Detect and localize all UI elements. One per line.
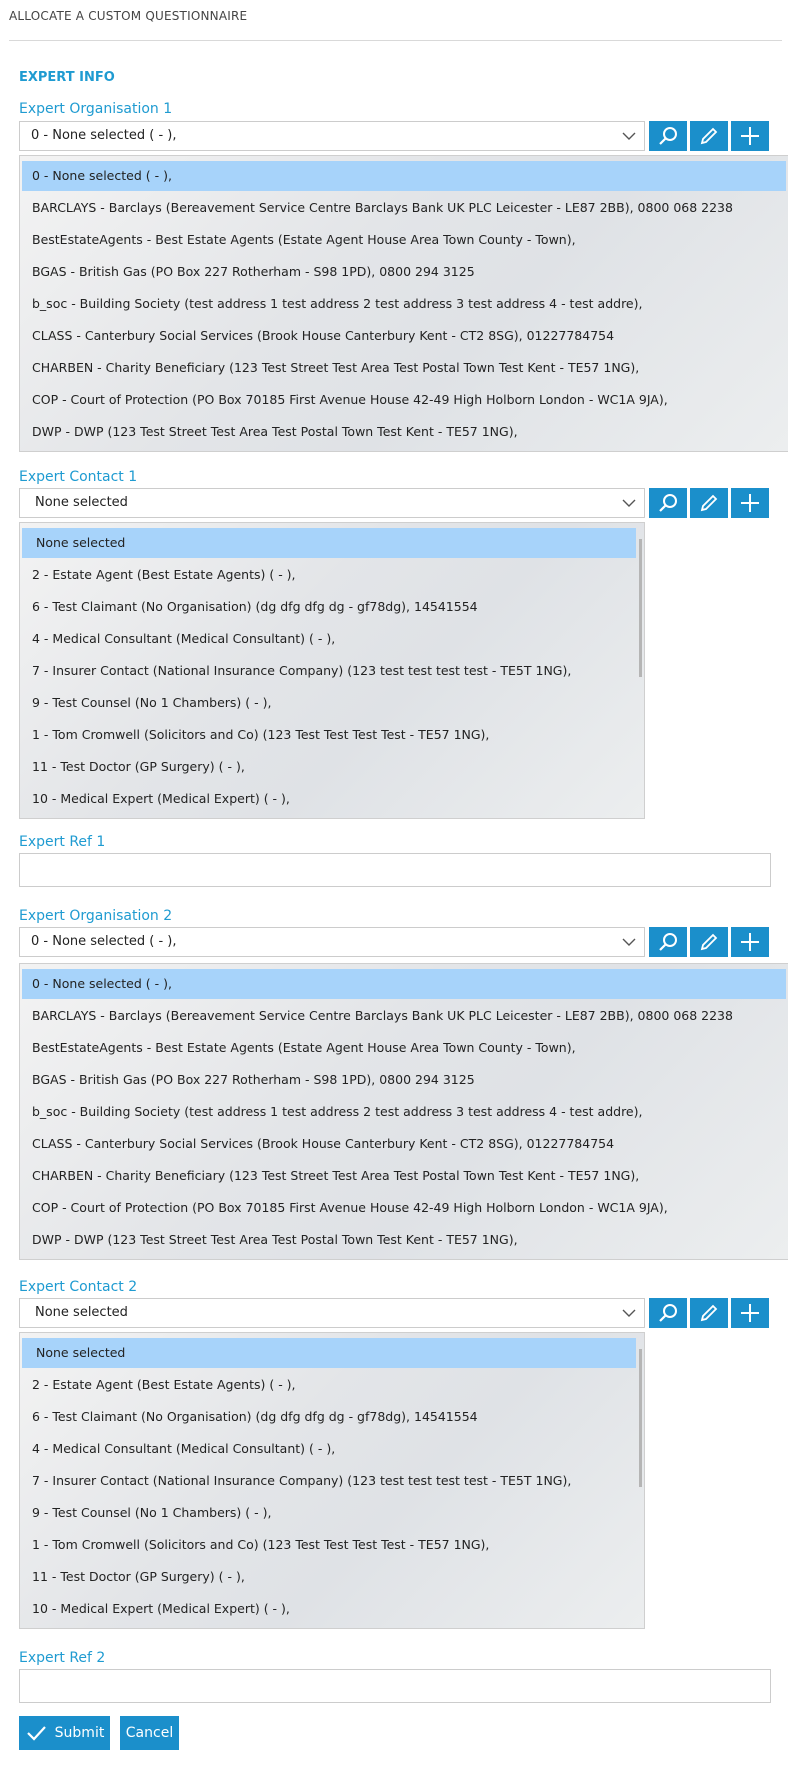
contact2-selected-value: None selected — [35, 1305, 128, 1320]
chevron-down-icon — [622, 129, 636, 143]
check-icon — [25, 1722, 47, 1744]
pencil-icon — [698, 1302, 720, 1324]
list-item[interactable]: 0 - None selected ( - ), — [22, 161, 786, 191]
contact2-edit-button[interactable] — [690, 1298, 728, 1328]
list-item[interactable]: BestEstateAgents - Best Estate Agents (Estate Agent House Area Town County - Town), — [32, 1040, 576, 1055]
cancel-button[interactable] — [120, 1716, 179, 1750]
list-item[interactable]: CLASS - Canterbury Social Services (Brook House Canterbury Kent - CT2 8SG), 01227784754 — [32, 328, 615, 343]
list-item[interactable]: CLASS - Canterbury Social Services (Brook House Canterbury Kent - CT2 8SG), 01227784754 — [32, 1136, 615, 1151]
list-item[interactable]: CHARBEN - Charity Beneficiary (123 Test Street Test Area Test Postal Town Test Kent - TE57 1NG), — [32, 1168, 640, 1183]
list-item[interactable]: None selected — [22, 528, 636, 558]
contact1-edit-button[interactable] — [690, 488, 728, 518]
list-item[interactable]: 11 - Test Doctor (GP Surgery) ( - ), — [32, 1569, 245, 1584]
list-item[interactable]: b_soc - Building Society (test address 1 test address 2 test address 3 test address 4 - test addre), — [32, 1104, 643, 1119]
list-item[interactable]: 1 - Tom Cromwell (Solicitors and Co) (123 Test Test Test Test - TE57 1NG), — [32, 1537, 490, 1552]
contact1-add-button[interactable] — [731, 488, 769, 518]
contact2-listbox[interactable] — [19, 1332, 645, 1629]
contact1-selected-value: None selected — [35, 495, 128, 510]
list-item[interactable]: DWP - DWP (123 Test Street Test Area Test Postal Town Test Kent - TE57 1NG), — [32, 1232, 518, 1247]
submit-label: Submit — [54, 1725, 105, 1741]
plus-icon — [739, 492, 761, 514]
list-item[interactable]: BARCLAYS - Barclays (Bereavement Service Centre Barclays Bank UK PLC Leicester - LE87 2BB), 0800 068 2238 — [32, 200, 733, 215]
contact2-search-button[interactable] — [649, 1298, 687, 1328]
org1-select[interactable] — [19, 121, 645, 151]
expert-ref-1-input[interactable] — [19, 853, 771, 887]
chevron-down-icon — [622, 1306, 636, 1320]
contact2-select[interactable] — [19, 1298, 645, 1328]
contact2-add-button[interactable] — [731, 1298, 769, 1328]
contact1-label: Expert Contact 1 — [19, 469, 138, 485]
org1-edit-button[interactable] — [690, 121, 728, 151]
plus-icon — [739, 125, 761, 147]
list-item[interactable]: 11 - Test Doctor (GP Surgery) ( - ), — [32, 759, 245, 774]
plus-icon — [739, 931, 761, 953]
list-item[interactable]: BGAS - British Gas (PO Box 227 Rotherham - S98 1PD), 0800 294 3125 — [32, 1072, 475, 1087]
org2-edit-button[interactable] — [690, 927, 728, 957]
search-icon — [657, 931, 679, 953]
contact1-search-button[interactable] — [649, 488, 687, 518]
list-item[interactable]: 6 - Test Claimant (No Organisation) (dg dfg dfg dg - gf78dg), 14541554 — [32, 599, 478, 614]
pencil-icon — [698, 492, 720, 514]
pencil-icon — [698, 125, 720, 147]
section-heading: EXPERT INFO — [19, 70, 115, 85]
list-item[interactable]: 7 - Insurer Contact (National Insurance Company) (123 test test test test - TE5T 1NG), — [32, 1473, 572, 1488]
search-icon — [657, 1302, 679, 1324]
list-item[interactable]: 0 - None selected ( - ), — [22, 969, 786, 999]
org2-add-button[interactable] — [731, 927, 769, 957]
submit-button[interactable] — [19, 1716, 110, 1750]
expert-ref-2-input[interactable] — [19, 1669, 771, 1703]
list-item[interactable]: COP - Court of Protection (PO Box 70185 First Avenue House 42-49 High Holborn London - WC1A 9JA), — [32, 392, 668, 407]
org2-select[interactable] — [19, 927, 645, 957]
list-item[interactable]: 2 - Estate Agent (Best Estate Agents) ( - ), — [32, 1377, 296, 1392]
org1-selected-value: 0 - None selected ( - ), — [31, 128, 177, 143]
list-item[interactable]: BGAS - British Gas (PO Box 227 Rotherham - S98 1PD), 0800 294 3125 — [32, 264, 475, 279]
contact1-select[interactable] — [19, 488, 645, 518]
list-item[interactable]: COP - Court of Protection (PO Box 70185 First Avenue House 42-49 High Holborn London - WC1A 9JA), — [32, 1200, 668, 1215]
list-item[interactable]: 2 - Estate Agent (Best Estate Agents) ( - ), — [32, 567, 296, 582]
contact1-listbox[interactable] — [19, 522, 645, 819]
plus-icon — [739, 1302, 761, 1324]
list-item[interactable]: 9 - Test Counsel (No 1 Chambers) ( - ), — [32, 1505, 272, 1520]
org2-search-button[interactable] — [649, 927, 687, 957]
contact2-label: Expert Contact 2 — [19, 1279, 138, 1295]
list-item[interactable]: 1 - Tom Cromwell (Solicitors and Co) (123 Test Test Test Test - TE57 1NG), — [32, 727, 490, 742]
list-item[interactable]: 9 - Test Counsel (No 1 Chambers) ( - ), — [32, 695, 272, 710]
cancel-label: Cancel — [125, 1725, 174, 1741]
ref2-label: Expert Ref 2 — [19, 1650, 106, 1666]
ref1-label: Expert Ref 1 — [19, 834, 106, 850]
list-item[interactable]: 7 - Insurer Contact (National Insurance Company) (123 test test test test - TE5T 1NG), — [32, 663, 572, 678]
list-item[interactable]: 4 - Medical Consultant (Medical Consultant) ( - ), — [32, 631, 336, 646]
org2-listbox[interactable] — [19, 963, 788, 1260]
list-item[interactable]: BestEstateAgents - Best Estate Agents (Estate Agent House Area Town County - Town), — [32, 232, 576, 247]
list-item[interactable]: 6 - Test Claimant (No Organisation) (dg dfg dfg dg - gf78dg), 14541554 — [32, 1409, 478, 1424]
list-item[interactable]: b_soc - Building Society (test address 1 test address 2 test address 3 test address 4 - test addre), — [32, 296, 643, 311]
list-item[interactable]: 10 - Medical Expert (Medical Expert) ( - ), — [32, 791, 290, 806]
list-item[interactable]: 4 - Medical Consultant (Medical Consultant) ( - ), — [32, 1441, 336, 1456]
org1-search-button[interactable] — [649, 121, 687, 151]
list-item[interactable]: BARCLAYS - Barclays (Bereavement Service Centre Barclays Bank UK PLC Leicester - LE87 2BB), 0800 068 2238 — [32, 1008, 733, 1023]
search-icon — [657, 492, 679, 514]
search-icon — [657, 125, 679, 147]
org1-add-button[interactable] — [731, 121, 769, 151]
list-item[interactable]: 10 - Medical Expert (Medical Expert) ( - ), — [32, 1601, 290, 1616]
chevron-down-icon — [622, 496, 636, 510]
pencil-icon — [698, 931, 720, 953]
title-divider — [9, 40, 782, 41]
org1-label: Expert Organisation 1 — [19, 101, 173, 117]
chevron-down-icon — [622, 935, 636, 949]
list-item[interactable]: CHARBEN - Charity Beneficiary (123 Test Street Test Area Test Postal Town Test Kent - TE57 1NG), — [32, 360, 640, 375]
org1-listbox[interactable] — [19, 155, 788, 452]
page-title: ALLOCATE A CUSTOM QUESTIONNAIRE — [9, 9, 248, 23]
org2-label: Expert Organisation 2 — [19, 908, 173, 924]
org2-selected-value: 0 - None selected ( - ), — [31, 934, 177, 949]
list-item[interactable]: DWP - DWP (123 Test Street Test Area Test Postal Town Test Kent - TE57 1NG), — [32, 424, 518, 439]
list-item[interactable]: None selected — [22, 1338, 636, 1368]
